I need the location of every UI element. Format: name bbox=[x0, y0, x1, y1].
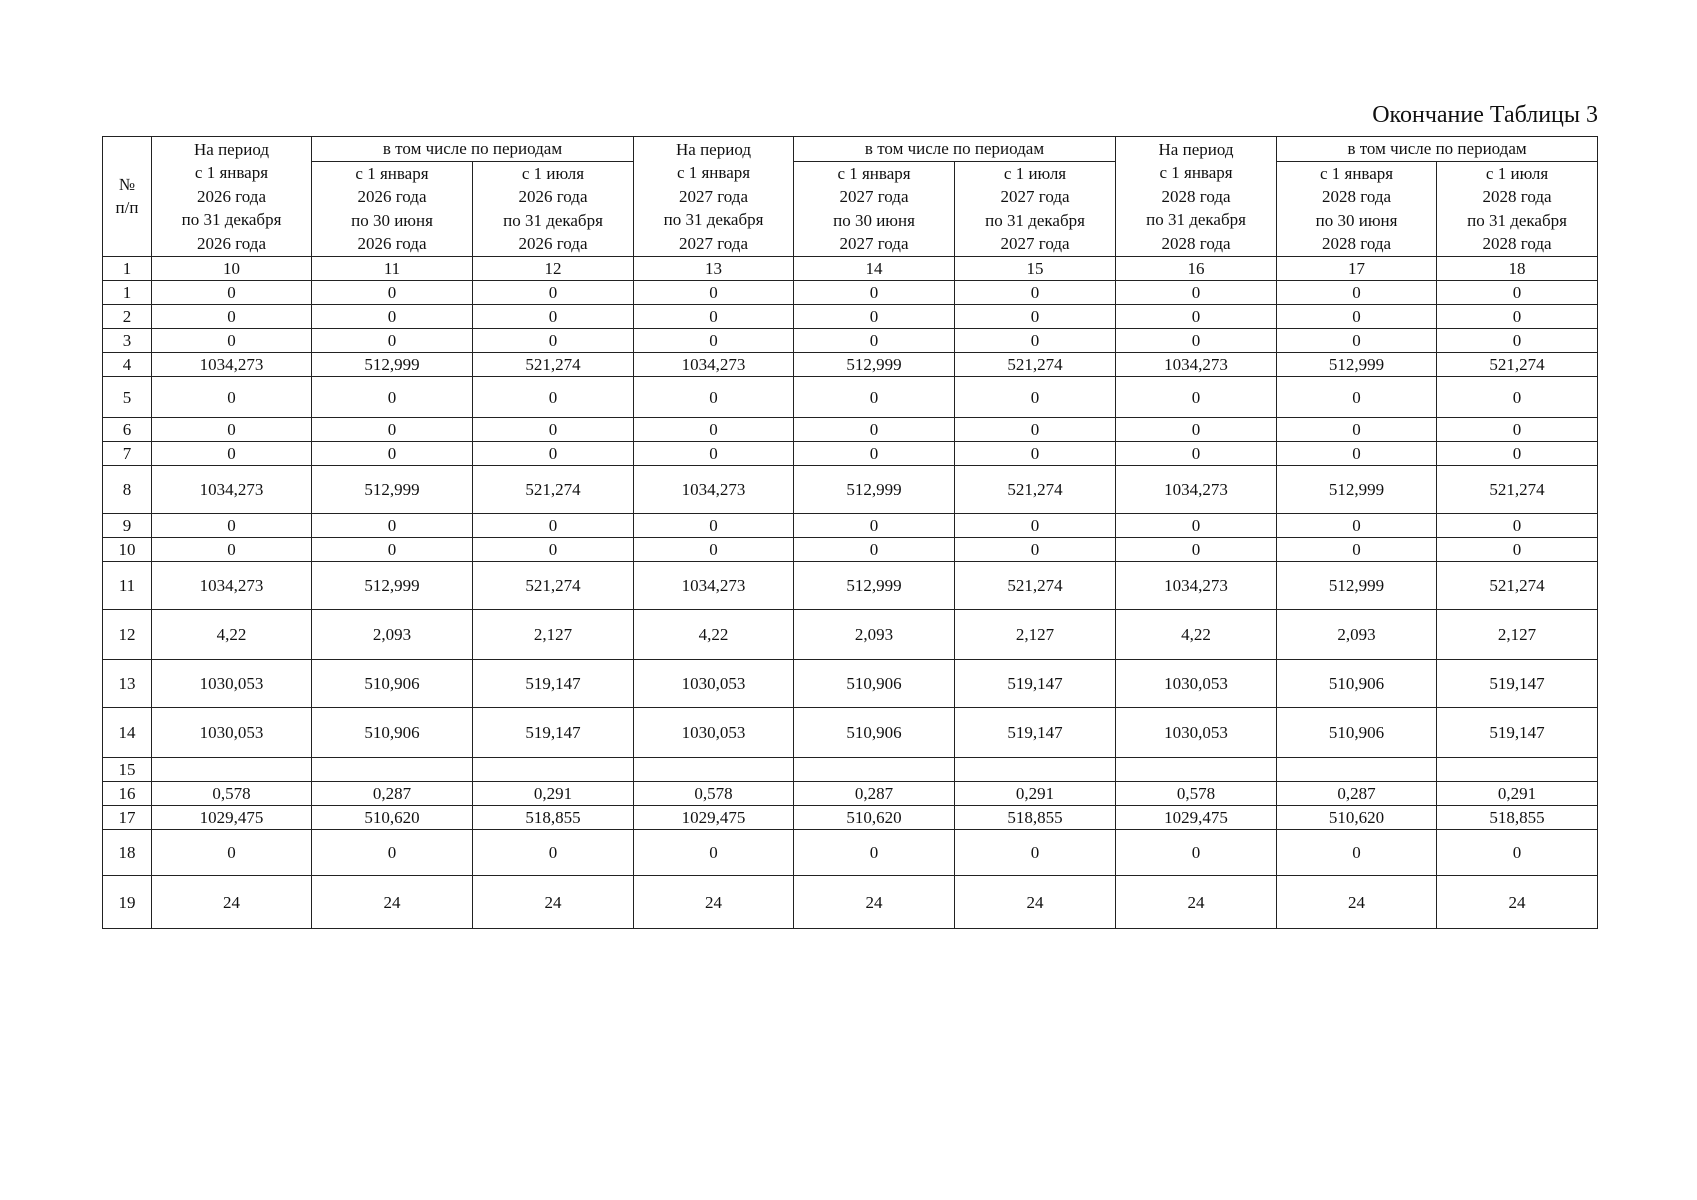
table-row bbox=[103, 660, 1598, 708]
header-period-line: по 31 декабря bbox=[1146, 210, 1246, 229]
value-cell: 0 bbox=[312, 418, 473, 442]
value-cell: 519,147 bbox=[955, 708, 1116, 758]
header-period-line: 2027 года bbox=[679, 186, 749, 206]
value-cell: 0 bbox=[152, 377, 312, 418]
table-body bbox=[103, 281, 1598, 929]
value-cell: 510,620 bbox=[312, 806, 473, 830]
value-cell bbox=[1116, 758, 1277, 782]
header-sub-2028-h1 bbox=[1277, 161, 1437, 256]
header-sub-line: по 31 декабря bbox=[1467, 210, 1567, 230]
value-cell: 0 bbox=[1277, 418, 1437, 442]
value-cell: 4,22 bbox=[634, 610, 794, 660]
value-cell: 0 bbox=[1277, 305, 1437, 329]
column-number: 15 bbox=[955, 256, 1116, 281]
column-number: 13 bbox=[634, 256, 794, 281]
table-row bbox=[103, 610, 1598, 660]
value-cell: 1034,273 bbox=[152, 466, 312, 514]
header-sub-line: 2028 года bbox=[1322, 187, 1392, 206]
row-number-cell: 16 bbox=[103, 782, 152, 806]
value-cell: 510,906 bbox=[794, 708, 955, 758]
column-number: 18 bbox=[1437, 256, 1598, 281]
row-number-cell: 14 bbox=[103, 708, 152, 758]
table-row bbox=[103, 830, 1598, 876]
value-cell: 24 bbox=[1277, 876, 1437, 929]
header-period-line: На период bbox=[194, 139, 269, 159]
value-cell: 2,093 bbox=[312, 610, 473, 660]
header-period-line: 2027 года bbox=[679, 233, 749, 253]
header-number-abbr: п/п bbox=[115, 198, 139, 218]
column-number: 17 bbox=[1277, 256, 1437, 281]
header-period-line: На период bbox=[676, 139, 751, 159]
value-cell: 0 bbox=[955, 830, 1116, 876]
value-cell: 0,287 bbox=[794, 782, 955, 806]
table-row bbox=[103, 442, 1598, 466]
value-cell: 521,274 bbox=[1437, 353, 1598, 377]
header-period-line: по 31 декабря bbox=[181, 210, 282, 229]
value-cell: 0 bbox=[955, 538, 1116, 562]
value-cell: 24 bbox=[794, 876, 955, 929]
value-cell: 521,274 bbox=[955, 562, 1116, 610]
value-cell: 2,127 bbox=[1437, 610, 1598, 660]
table-row bbox=[103, 329, 1598, 353]
value-cell: 0 bbox=[794, 418, 955, 442]
value-cell: 1030,053 bbox=[634, 708, 794, 758]
value-cell: 0 bbox=[312, 305, 473, 329]
header-sub-line: по 30 июня bbox=[833, 210, 915, 230]
value-cell: 0 bbox=[634, 514, 794, 538]
value-cell: 0 bbox=[1116, 377, 1277, 418]
table-row bbox=[103, 514, 1598, 538]
value-cell: 518,855 bbox=[473, 806, 634, 830]
value-cell: 512,999 bbox=[794, 466, 955, 514]
value-cell: 1029,475 bbox=[634, 806, 794, 830]
value-cell: 0 bbox=[473, 377, 634, 418]
value-cell: 510,906 bbox=[1277, 708, 1437, 758]
header-period-line: 2028 года bbox=[1161, 233, 1231, 253]
value-cell: 0 bbox=[152, 418, 312, 442]
value-cell: 1034,273 bbox=[1116, 562, 1277, 610]
value-cell: 0 bbox=[1437, 305, 1598, 329]
row-number-cell: 11 bbox=[103, 562, 152, 610]
value-cell: 1030,053 bbox=[1116, 660, 1277, 708]
column-number: 16 bbox=[1116, 256, 1277, 281]
header-sub-line: 2026 года bbox=[518, 234, 588, 253]
header-period-line: с 1 января bbox=[1159, 163, 1233, 182]
value-cell bbox=[473, 758, 634, 782]
value-cell: 0 bbox=[1277, 830, 1437, 876]
value-cell: 0 bbox=[152, 442, 312, 466]
value-cell: 1034,273 bbox=[634, 353, 794, 377]
value-cell: 510,906 bbox=[312, 708, 473, 758]
row-number-cell: 9 bbox=[103, 514, 152, 538]
header-sub-line: 2028 года bbox=[1322, 234, 1392, 253]
value-cell: 0 bbox=[312, 830, 473, 876]
value-cell: 0 bbox=[1116, 538, 1277, 562]
value-cell: 1034,273 bbox=[1116, 466, 1277, 514]
value-cell: 0 bbox=[634, 442, 794, 466]
value-cell: 512,999 bbox=[312, 466, 473, 514]
value-cell: 0 bbox=[634, 538, 794, 562]
value-cell: 0 bbox=[955, 442, 1116, 466]
value-cell: 510,906 bbox=[1277, 660, 1437, 708]
header-subgroup-2028: в том числе по периодам bbox=[1277, 137, 1598, 162]
value-cell: 0,291 bbox=[473, 782, 634, 806]
header-sub-line: 2026 года bbox=[357, 187, 427, 206]
value-cell: 0 bbox=[955, 281, 1116, 305]
header-period-line: с 1 января bbox=[676, 163, 751, 182]
column-number: 11 bbox=[312, 256, 473, 281]
header-sub-line: с 1 июля bbox=[1485, 163, 1549, 183]
table-row bbox=[103, 418, 1598, 442]
value-cell: 0 bbox=[473, 830, 634, 876]
column-number: 14 bbox=[794, 256, 955, 281]
header-number-sign: № bbox=[118, 174, 136, 194]
value-cell: 510,620 bbox=[1277, 806, 1437, 830]
value-cell bbox=[634, 758, 794, 782]
header-sub-2026-h2 bbox=[473, 161, 634, 256]
value-cell: 0 bbox=[1277, 377, 1437, 418]
row-number-cell: 8 bbox=[103, 466, 152, 514]
table-row bbox=[103, 281, 1598, 305]
header-period-line: 2026 года bbox=[196, 233, 266, 253]
value-cell: 0 bbox=[955, 514, 1116, 538]
header-sub-line: по 30 июня bbox=[1315, 210, 1398, 230]
header-row-sub bbox=[103, 161, 1598, 256]
table-row bbox=[103, 758, 1598, 782]
value-cell: 521,274 bbox=[473, 466, 634, 514]
value-cell: 0 bbox=[794, 329, 955, 353]
value-cell: 0 bbox=[1116, 830, 1277, 876]
header-subgroup-2027: в том числе по периодам bbox=[794, 137, 1116, 162]
header-sub-line: 2027 года bbox=[839, 187, 909, 206]
value-cell: 0 bbox=[312, 442, 473, 466]
value-cell: 512,999 bbox=[794, 562, 955, 610]
value-cell: 1034,273 bbox=[1116, 353, 1277, 377]
value-cell: 521,274 bbox=[955, 466, 1116, 514]
value-cell: 1030,053 bbox=[152, 660, 312, 708]
table-row bbox=[103, 377, 1598, 418]
header-sub-line: 2027 года bbox=[1000, 234, 1070, 253]
column-number: 10 bbox=[152, 256, 312, 281]
header-sub-line: 2027 года bbox=[839, 234, 909, 253]
value-cell: 1029,475 bbox=[1116, 806, 1277, 830]
value-cell: 0 bbox=[634, 305, 794, 329]
value-cell: 0 bbox=[955, 305, 1116, 329]
value-cell: 0 bbox=[794, 538, 955, 562]
value-cell: 0 bbox=[794, 442, 955, 466]
header-sub-line: 2026 года bbox=[518, 187, 588, 206]
value-cell: 0 bbox=[794, 377, 955, 418]
value-cell: 0 bbox=[1116, 305, 1277, 329]
value-cell: 1034,273 bbox=[634, 466, 794, 514]
value-cell: 24 bbox=[634, 876, 794, 929]
value-cell: 0 bbox=[473, 514, 634, 538]
row-number-cell: 13 bbox=[103, 660, 152, 708]
table-header bbox=[103, 137, 1598, 281]
header-period-2028 bbox=[1116, 137, 1277, 257]
table-row bbox=[103, 876, 1598, 929]
table-row bbox=[103, 782, 1598, 806]
value-cell bbox=[152, 758, 312, 782]
header-period-2027 bbox=[634, 137, 794, 257]
header-sub-line: с 1 января bbox=[837, 163, 911, 183]
value-cell: 0,578 bbox=[634, 782, 794, 806]
value-cell: 1030,053 bbox=[634, 660, 794, 708]
value-cell: 519,147 bbox=[473, 660, 634, 708]
value-cell: 0 bbox=[634, 830, 794, 876]
column-number: 1 bbox=[103, 256, 152, 281]
value-cell: 521,274 bbox=[473, 562, 634, 610]
header-sub-line: 2028 года bbox=[1482, 234, 1552, 253]
table-row bbox=[103, 562, 1598, 610]
value-cell: 0 bbox=[794, 514, 955, 538]
header-sub-2026-h1 bbox=[312, 161, 473, 256]
header-period-2026 bbox=[152, 137, 312, 257]
value-cell: 0 bbox=[1437, 514, 1598, 538]
row-number-cell: 4 bbox=[103, 353, 152, 377]
value-cell: 512,999 bbox=[312, 353, 473, 377]
value-cell: 0 bbox=[152, 514, 312, 538]
value-cell: 519,147 bbox=[1437, 708, 1598, 758]
header-sub-line: по 31 декабря bbox=[985, 210, 1085, 230]
value-cell: 0 bbox=[152, 830, 312, 876]
header-period-line: по 31 декабря bbox=[663, 210, 764, 229]
value-cell: 0 bbox=[152, 281, 312, 305]
value-cell: 2,127 bbox=[473, 610, 634, 660]
value-cell: 0,578 bbox=[1116, 782, 1277, 806]
value-cell: 0 bbox=[794, 281, 955, 305]
value-cell: 1034,273 bbox=[634, 562, 794, 610]
row-number-cell: 10 bbox=[103, 538, 152, 562]
table-row bbox=[103, 353, 1598, 377]
value-cell: 510,906 bbox=[312, 660, 473, 708]
value-cell: 0 bbox=[1437, 538, 1598, 562]
value-cell: 0,578 bbox=[152, 782, 312, 806]
value-cell: 0 bbox=[1437, 442, 1598, 466]
value-cell: 1030,053 bbox=[152, 708, 312, 758]
value-cell: 512,999 bbox=[1277, 353, 1437, 377]
row-number-cell: 19 bbox=[103, 876, 152, 929]
value-cell: 0 bbox=[312, 538, 473, 562]
value-cell: 24 bbox=[152, 876, 312, 929]
value-cell: 0 bbox=[473, 305, 634, 329]
value-cell: 0 bbox=[1437, 329, 1598, 353]
value-cell: 0 bbox=[1437, 418, 1598, 442]
value-cell: 0 bbox=[473, 538, 634, 562]
row-number-cell: 15 bbox=[103, 758, 152, 782]
header-sub-2028-h2 bbox=[1437, 161, 1598, 256]
value-cell: 0 bbox=[312, 329, 473, 353]
header-period-line: 2026 года bbox=[196, 186, 266, 206]
value-cell: 0 bbox=[1277, 329, 1437, 353]
value-cell: 0 bbox=[473, 442, 634, 466]
value-cell: 24 bbox=[1437, 876, 1598, 929]
value-cell: 1034,273 bbox=[152, 562, 312, 610]
value-cell: 4,22 bbox=[1116, 610, 1277, 660]
header-sub-line: по 30 июня bbox=[351, 210, 433, 230]
table-row bbox=[103, 466, 1598, 514]
value-cell: 1034,273 bbox=[152, 353, 312, 377]
value-cell bbox=[1277, 758, 1437, 782]
value-cell: 0 bbox=[152, 538, 312, 562]
row-number-cell: 7 bbox=[103, 442, 152, 466]
header-sub-line: 2028 года bbox=[1482, 187, 1552, 206]
header-period-line: На период bbox=[1158, 139, 1234, 159]
value-cell: 1030,053 bbox=[1116, 708, 1277, 758]
header-period-line: с 1 января bbox=[194, 163, 269, 182]
value-cell: 0 bbox=[1437, 377, 1598, 418]
value-cell bbox=[1437, 758, 1598, 782]
header-row-number bbox=[103, 137, 152, 257]
value-cell: 0 bbox=[634, 281, 794, 305]
value-cell: 518,855 bbox=[955, 806, 1116, 830]
value-cell: 0 bbox=[634, 377, 794, 418]
value-cell: 510,620 bbox=[794, 806, 955, 830]
value-cell: 0 bbox=[1277, 281, 1437, 305]
value-cell: 518,855 bbox=[1437, 806, 1598, 830]
value-cell: 0 bbox=[1277, 538, 1437, 562]
header-sub-line: с 1 января bbox=[355, 163, 429, 183]
value-cell: 0 bbox=[794, 830, 955, 876]
value-cell: 0,287 bbox=[312, 782, 473, 806]
header-sub-line: 2026 года bbox=[357, 234, 427, 253]
column-number: 12 bbox=[473, 256, 634, 281]
value-cell: 0 bbox=[1116, 418, 1277, 442]
value-cell: 0 bbox=[473, 418, 634, 442]
value-cell: 512,999 bbox=[1277, 466, 1437, 514]
value-cell: 0 bbox=[473, 329, 634, 353]
value-cell: 0,291 bbox=[1437, 782, 1598, 806]
value-cell: 521,274 bbox=[1437, 562, 1598, 610]
value-cell: 512,999 bbox=[312, 562, 473, 610]
table-row bbox=[103, 708, 1598, 758]
value-cell: 0 bbox=[955, 329, 1116, 353]
column-number-row bbox=[103, 256, 1598, 281]
header-sub-line: с 1 июля bbox=[1003, 163, 1067, 183]
value-cell bbox=[312, 758, 473, 782]
table-caption: Окончание Таблицы 3 bbox=[1372, 102, 1598, 128]
value-cell bbox=[955, 758, 1116, 782]
header-subgroup-2026: в том числе по периодам bbox=[312, 137, 634, 162]
value-cell: 0 bbox=[1437, 281, 1598, 305]
value-cell: 0 bbox=[1116, 281, 1277, 305]
header-sub-line: по 31 декабря bbox=[503, 210, 603, 230]
value-cell: 519,147 bbox=[1437, 660, 1598, 708]
value-cell: 521,274 bbox=[955, 353, 1116, 377]
value-cell: 0 bbox=[634, 329, 794, 353]
value-cell: 519,147 bbox=[955, 660, 1116, 708]
value-cell: 0 bbox=[1116, 514, 1277, 538]
value-cell: 2,093 bbox=[1277, 610, 1437, 660]
row-number-cell: 5 bbox=[103, 377, 152, 418]
value-cell: 512,999 bbox=[794, 353, 955, 377]
value-cell: 2,127 bbox=[955, 610, 1116, 660]
header-sub-2027-h2 bbox=[955, 161, 1116, 256]
value-cell: 0 bbox=[312, 377, 473, 418]
row-number-cell: 6 bbox=[103, 418, 152, 442]
value-cell: 0 bbox=[1277, 442, 1437, 466]
value-cell: 0 bbox=[152, 329, 312, 353]
value-cell: 0 bbox=[1116, 329, 1277, 353]
header-sub-2027-h1 bbox=[794, 161, 955, 256]
row-number-cell: 17 bbox=[103, 806, 152, 830]
value-cell: 0 bbox=[312, 514, 473, 538]
value-cell: 0,287 bbox=[1277, 782, 1437, 806]
value-cell: 24 bbox=[312, 876, 473, 929]
table-row bbox=[103, 305, 1598, 329]
row-number-cell: 12 bbox=[103, 610, 152, 660]
value-cell: 512,999 bbox=[1277, 562, 1437, 610]
value-cell: 4,22 bbox=[152, 610, 312, 660]
value-cell: 0 bbox=[634, 418, 794, 442]
value-cell: 0,291 bbox=[955, 782, 1116, 806]
value-cell: 0 bbox=[473, 281, 634, 305]
value-cell: 0 bbox=[1116, 442, 1277, 466]
value-cell: 0 bbox=[955, 418, 1116, 442]
value-cell: 24 bbox=[955, 876, 1116, 929]
row-number-cell: 3 bbox=[103, 329, 152, 353]
value-cell: 0 bbox=[1437, 830, 1598, 876]
value-cell: 510,906 bbox=[794, 660, 955, 708]
value-cell: 521,274 bbox=[1437, 466, 1598, 514]
table-row bbox=[103, 538, 1598, 562]
value-cell: 521,274 bbox=[473, 353, 634, 377]
header-sub-line: с 1 января bbox=[1319, 163, 1394, 183]
value-cell: 519,147 bbox=[473, 708, 634, 758]
header-sub-line: с 1 июля bbox=[521, 163, 585, 183]
value-cell: 1029,475 bbox=[152, 806, 312, 830]
data-table bbox=[102, 136, 1598, 929]
value-cell: 0 bbox=[152, 305, 312, 329]
value-cell: 0 bbox=[794, 305, 955, 329]
row-number-cell: 2 bbox=[103, 305, 152, 329]
row-number-cell: 18 bbox=[103, 830, 152, 876]
value-cell: 24 bbox=[1116, 876, 1277, 929]
value-cell: 0 bbox=[312, 281, 473, 305]
value-cell bbox=[794, 758, 955, 782]
header-sub-line: 2027 года bbox=[1000, 187, 1070, 206]
header-row-top bbox=[103, 137, 1598, 162]
header-period-line: 2028 года bbox=[1161, 186, 1231, 206]
value-cell: 2,093 bbox=[794, 610, 955, 660]
table-row bbox=[103, 806, 1598, 830]
value-cell: 0 bbox=[955, 377, 1116, 418]
row-number-cell: 1 bbox=[103, 281, 152, 305]
value-cell: 24 bbox=[473, 876, 634, 929]
value-cell: 0 bbox=[1277, 514, 1437, 538]
